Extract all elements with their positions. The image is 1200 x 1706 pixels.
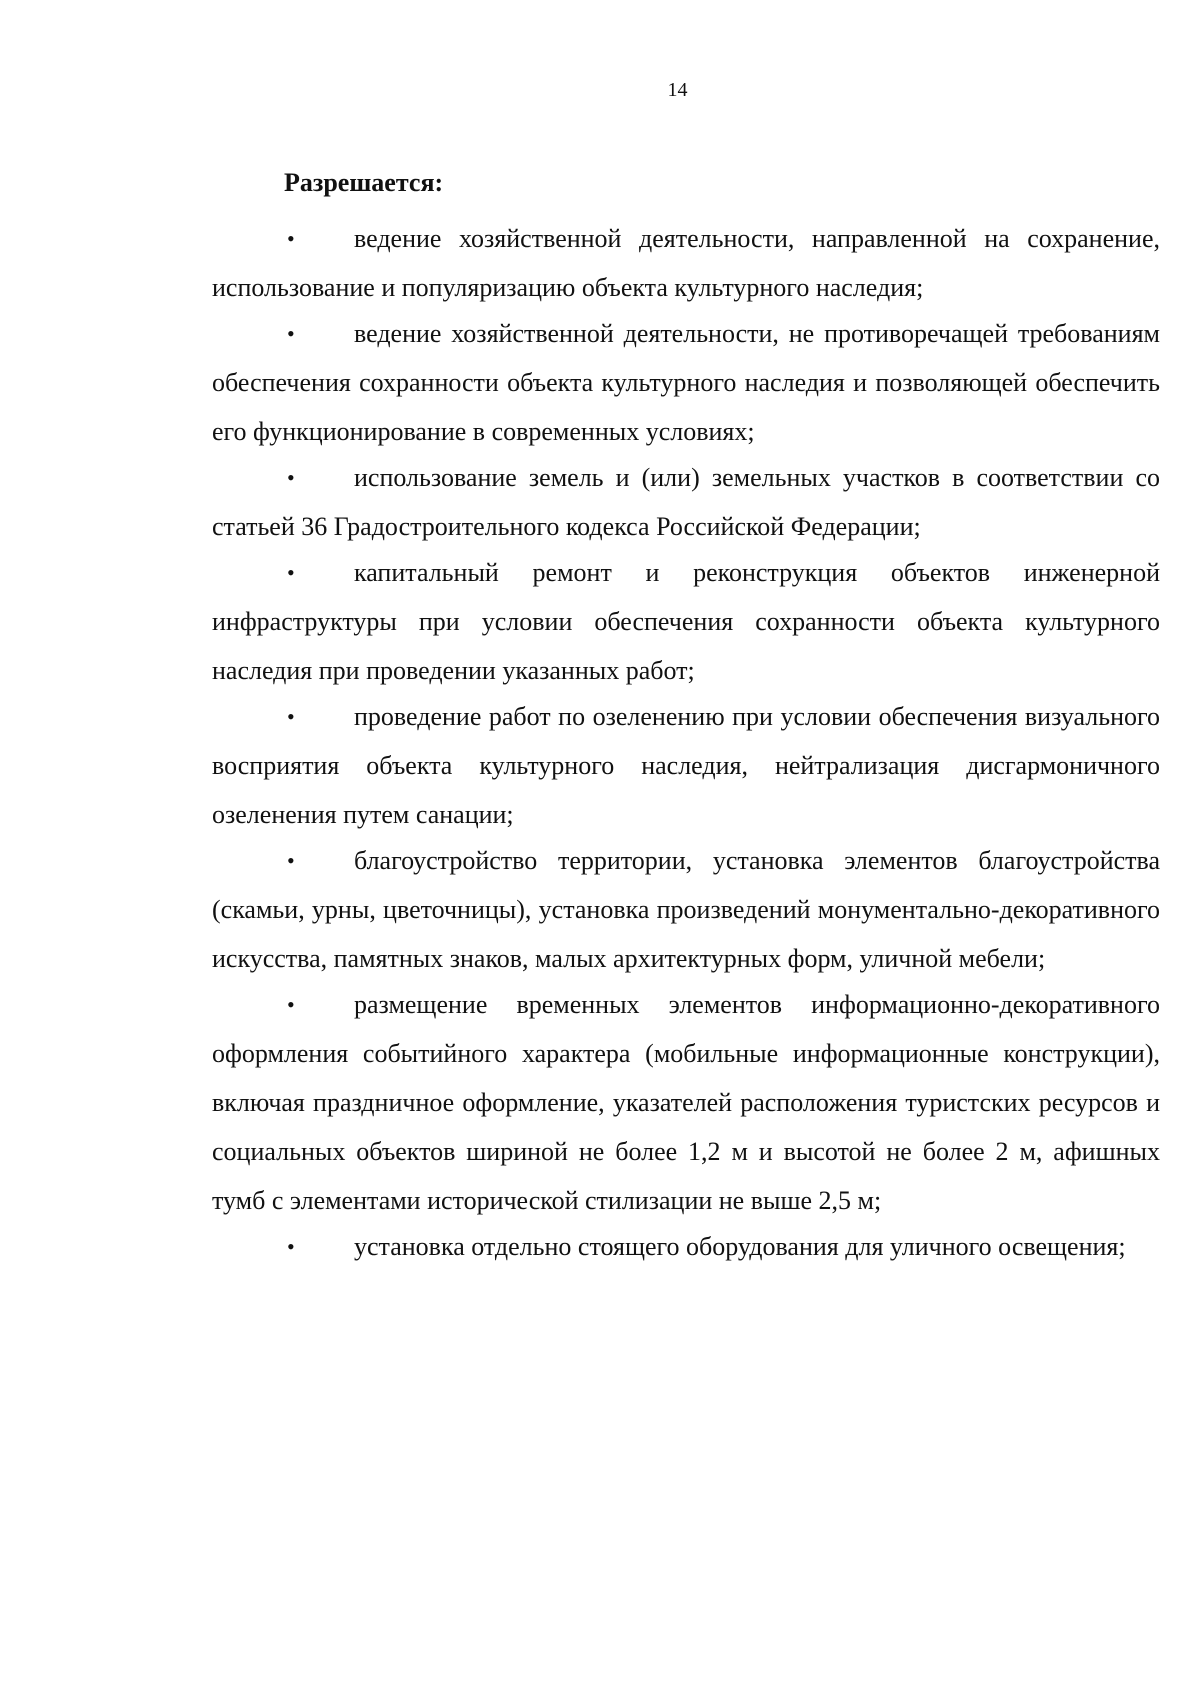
page-number: 14 [667,79,688,101]
bullet-icon: • [287,226,295,251]
list-item [212,309,1160,456]
bullet-icon: • [287,1234,295,1259]
section-heading: Разрешается: [284,168,444,197]
list-item-text: проведение работ по озеленению при условии обеспечения визуального восприятия объекта культурного наследия, нейтрализация дисгармоничного озеленения путем санации; [212,702,1160,829]
list-item-text: благоустройство территории, установка элементов благоустройства (скамьи, урны, цветочницы), установка произведений монументально-декоративного искусства, памятных знаков, малых архитектурных форм, уличной мебели; [212,846,1160,973]
list-item [212,214,1160,312]
list-item-text: ведение хозяйственной деятельности, направленной на сохранение, использование и популяризацию объекта культурного наследия; [212,224,1160,302]
list-item [212,548,1160,695]
list-item-text: установка отдельно стоящего оборудования для уличного освещения; [354,1232,1126,1261]
document-body [212,168,1160,1271]
bullet-icon: • [287,848,295,873]
list-item-text: капитальный ремонт и реконструкция объектов инженерной инфраструктуры при условии обеспечения сохранности объекта культурного наследия при проведении указанных работ; [212,558,1160,685]
list-item [212,1222,1160,1271]
list-item [212,980,1160,1225]
list-item-text: размещение временных элементов информационно-декоративного оформления событийного характера (мобильные информационные конструкции), включая праздничное оформление, указателей расположения туристских ресурсов и социальных объектов шириной не более 1,2 м и высотой не более 2 м, афишных тумб с элементами исторической стилизации не выше 2,5 м; [212,990,1160,1215]
bullet-icon: • [287,465,295,490]
bullet-icon: • [287,321,295,346]
list-item [212,836,1160,983]
list-item-text: ведение хозяйственной деятельности, не противоречащей требованиям обеспечения сохранности объекта культурного наследия и позволяющей обеспечить его функционирование в современных условиях; [212,319,1160,446]
list-item [212,453,1160,551]
bullet-icon: • [287,992,295,1017]
list-item-text: использование земель и (или) земельных участков в соответствии со статьей 36 Градостроительного кодекса Российской Федерации; [212,463,1160,541]
list-item [212,692,1160,839]
bullet-icon: • [287,560,295,585]
bullet-icon: • [287,704,295,729]
